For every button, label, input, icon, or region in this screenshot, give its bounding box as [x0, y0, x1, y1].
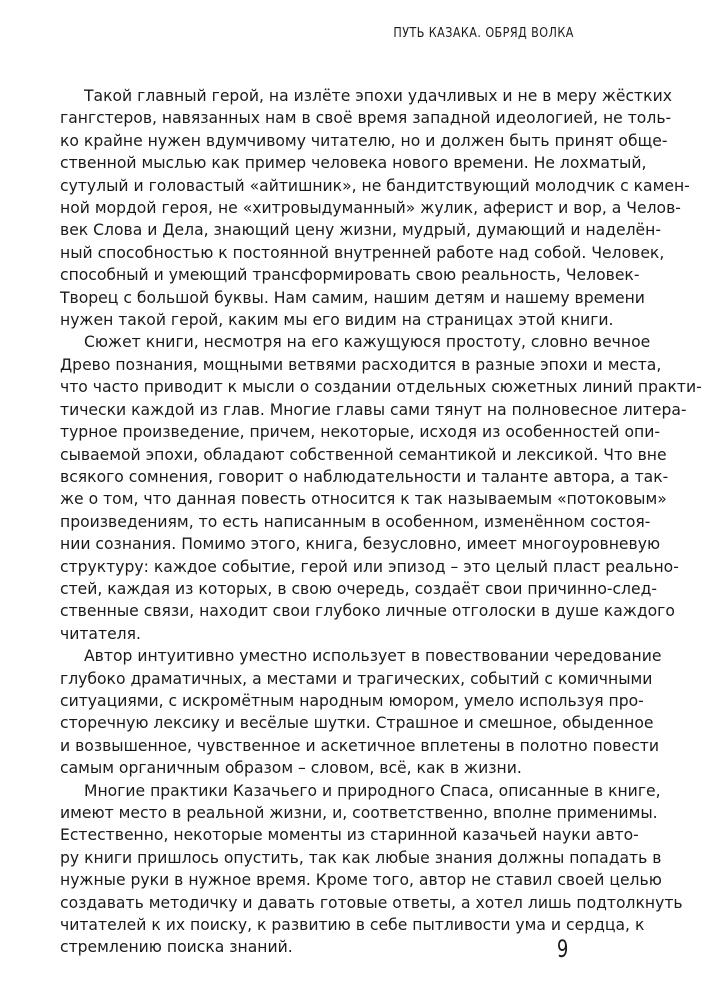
text-line: ный способностью к постоянной внутренней работе над собой. Человек,: [60, 243, 665, 262]
text-line: Творец с большой буквы. Нам самим, нашим детям и нашему времени: [60, 288, 645, 307]
text-line: всякого сомнения, говорит о наблюдательности и таланте автора, а так-: [60, 467, 669, 486]
text-line: же о том, что данная повесть относится к так называемым «потоковым»: [60, 490, 667, 509]
text-line: Древо познания, мощными ветвями расходится в разные эпохи и места,: [60, 355, 662, 374]
text-line: Сюжет книги, несмотря на его кажущуюся простоту, словно вечное: [84, 333, 651, 352]
paragraph: [60, 85, 690, 331]
text-line: глубоко драматичных, а местами и трагических, событий с комичными: [60, 669, 653, 688]
text-line: тически каждой из глав. Многие главы сами тянут на полновесное литера-: [60, 400, 687, 419]
paragraph: [60, 645, 662, 779]
text-line: сываемой эпохи, обладают собственной семантикой и лексикой. Что вне: [60, 445, 667, 464]
page-number: 9: [556, 935, 568, 963]
running-header: ПУТЬ КАЗАКА. ОБРЯД ВОЛКА: [393, 26, 574, 41]
text-line: нужен такой герой, каким мы его видим на страницах этой книги.: [60, 311, 614, 330]
text-line: турное произведение, причем, некоторые, исходя из особенностей опи-: [60, 423, 660, 442]
paragraph: [60, 780, 683, 959]
text-line: имеют место в реальной жизни, и, соответственно, вполне применимы.: [60, 804, 658, 822]
body-text: [60, 85, 702, 959]
text-line: создавать методичку и давать готовые ответы, а хотел лишь подтолкнуть: [60, 893, 683, 912]
text-line: Такой главный герой, на излёте эпохи удачливых и не в меру жёстких: [84, 87, 672, 105]
text-line: способный и умеющий трансформировать свою реальность, Человек-: [60, 266, 640, 285]
text-line: век Слова и Дела, знающий цену жизни, мудрый, думающий и наделён-: [60, 221, 661, 240]
text-line: сторечную лексику и весёлые шутки. Страшное и смешное, обыденное: [60, 714, 654, 733]
text-line: ко крайне нужен вдумчивому читателю, но и должен быть принят обще-: [60, 131, 668, 150]
text-line: сутулый и головастый «айтишник», не бандитствующий молодчик с камен-: [60, 176, 690, 195]
text-line: произведениям, то есть написанным в особенном, изменённом состоя-: [60, 512, 651, 531]
text-line: нужные руки в нужное время. Кроме того, автор не ставил своей целью: [60, 871, 662, 890]
text-line: ной мордой героя, не «хитровыдуманный» жулик, аферист и вор, а Челов-: [60, 199, 681, 218]
text-line: Естественно, некоторые моменты из старинной казачьей науки авто-: [60, 826, 639, 845]
text-line: ственные связи, находит свои глубоко личные отголоски в душе каждого: [60, 602, 675, 621]
text-line: что часто приводит к мысли о создании отдельных сюжетных линий практи-: [60, 378, 702, 397]
text-line: нии сознания. Помимо этого, книга, безусловно, имеет многоуровневую: [60, 535, 661, 554]
text-line: читателя.: [60, 624, 141, 643]
text-line: и возвышенное, чувственное и аскетичное вплетены в полотно повести: [60, 736, 659, 755]
text-line: гангстеров, навязанных нам в своё время западной идеологией, не толь-: [60, 109, 672, 128]
text-line: стремлению поиска знаний.: [60, 938, 293, 957]
paragraph: [60, 331, 702, 645]
text-line: стей, каждая из которых, в свою очередь, создаёт свои причинно-след-: [60, 579, 658, 598]
text-line: самым органичным образом – словом, всё, как в жизни.: [60, 759, 522, 778]
text-line: Многие практики Казачьего и природного Спаса, описанные в книге,: [84, 781, 661, 800]
text-line: ру книги пришлось опустить, так как любые знания должны попадать в: [60, 848, 662, 867]
text-line: читателей к их поиску, к развитию в себе пытливости ума и сердца, к: [60, 916, 645, 935]
text-line: ситуациями, с искромётным народным юмором, умело используя про-: [60, 691, 644, 710]
text-line: структуру: каждое событие, герой или эпизод – это целый пласт реально-: [60, 557, 679, 576]
text-line: ственной мыслью как пример человека нового времени. Не лохматый,: [60, 154, 647, 173]
text-line: Автор интуитивно уместно использует в повествовании чередование: [84, 647, 662, 666]
